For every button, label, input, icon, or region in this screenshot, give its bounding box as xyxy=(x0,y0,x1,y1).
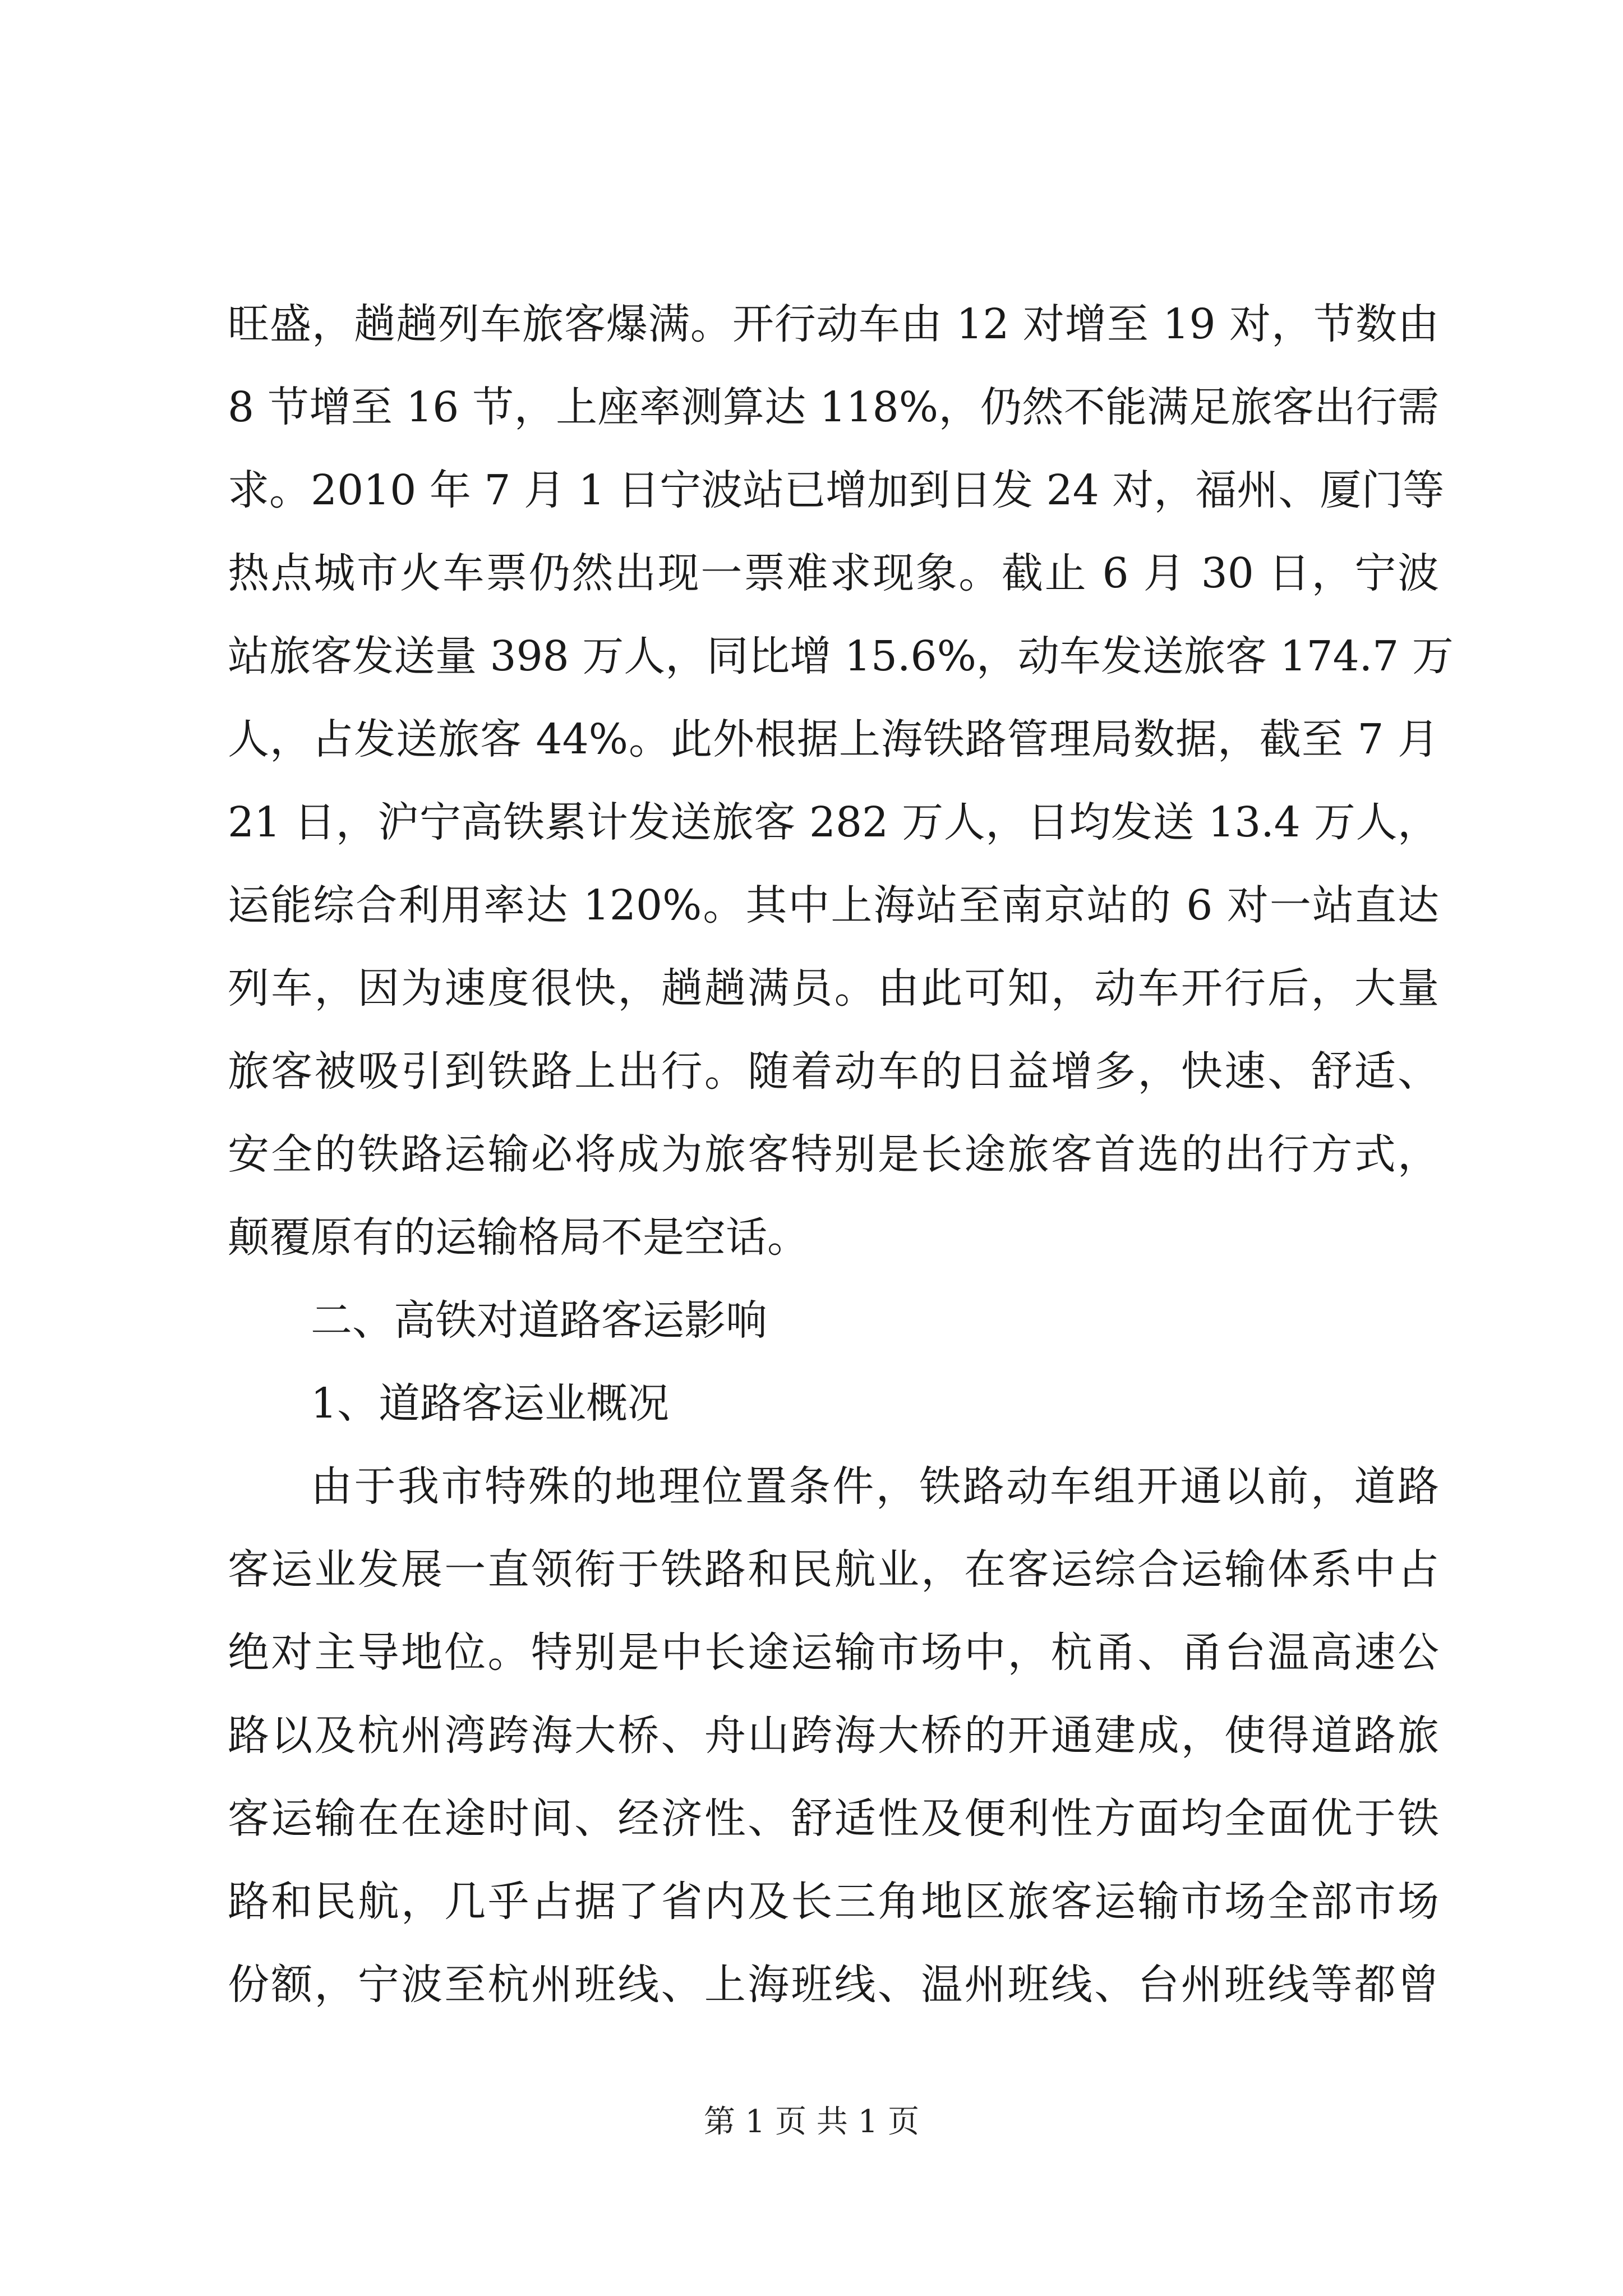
text-line: 热点城市火车票仍然出现一票难求现象。截止 6 月 30 日，宁波 xyxy=(228,549,1439,597)
text-line: 客运输在在途时间、经济性、舒适性及便利性方面均全面优于铁 xyxy=(228,1795,1439,1843)
text-line: 列车，因为速度很快，趟趟满员。由此可知，动车开行后，大量 xyxy=(228,964,1439,1013)
section-heading: 二、高铁对道路客运影响 xyxy=(311,1296,767,1345)
text-line: 安全的铁路运输必将成为旅客特别是长途旅客首选的出行方式， xyxy=(228,1130,1439,1179)
text-line: 求。2010 年 7 月 1 日宁波站已增加到日发 24 对，福州、厦门等 xyxy=(228,466,1445,514)
text-line: 绝对主导地位。特别是中长途运输市场中，杭甬、甬台温高速公 xyxy=(228,1628,1439,1677)
text-line: 份额，宁波至杭州班线、上海班线、温州班线、台州班线等都曾 xyxy=(228,1961,1439,2009)
text-line: 运能综合利用率达 120%。其中上海站至南京站的 6 对一站直达 xyxy=(228,881,1439,930)
subsection-heading: 1、道路客运业概况 xyxy=(311,1379,670,1428)
text-line: 8 节增至 16 节，上座率测算达 118%，仍然不能满足旅客出行需 xyxy=(228,383,1439,431)
text-line: 21 日，沪宁高铁累计发送旅客 282 万人，日均发送 13.4 万人， xyxy=(228,798,1439,846)
text-line: 旺盛，趟趟列车旅客爆满。开行动车由 12 对增至 19 对，节数由 xyxy=(228,300,1439,348)
text-line: 路以及杭州湾跨海大桥、舟山跨海大桥的开通建成，使得道路旅 xyxy=(228,1711,1439,1760)
text-line: 站旅客发送量 398 万人，同比增 15.6%，动车发送旅客 174.7 万 xyxy=(228,632,1454,680)
text-line: 路和民航，几乎占据了省内及长三角地区旅客运输市场全部市场 xyxy=(228,1878,1439,1926)
text-line: 旅客被吸引到铁路上出行。随着动车的日益增多，快速、舒适、 xyxy=(228,1047,1439,1096)
text-line: 颠覆原有的运输格局不是空话。 xyxy=(228,1213,809,1262)
text-line: 由于我市特殊的地理位置条件，铁路动车组开通以前，道路 xyxy=(311,1462,1439,1511)
text-line: 客运业发展一直领衔于铁路和民航业，在客运综合运输体系中占 xyxy=(228,1545,1439,1594)
page-footer: 第 1 页 共 1 页 xyxy=(703,2104,920,2140)
text-line: 人，占发送旅客 44%。此外根据上海铁路管理局数据，截至 7 月 xyxy=(228,715,1439,763)
